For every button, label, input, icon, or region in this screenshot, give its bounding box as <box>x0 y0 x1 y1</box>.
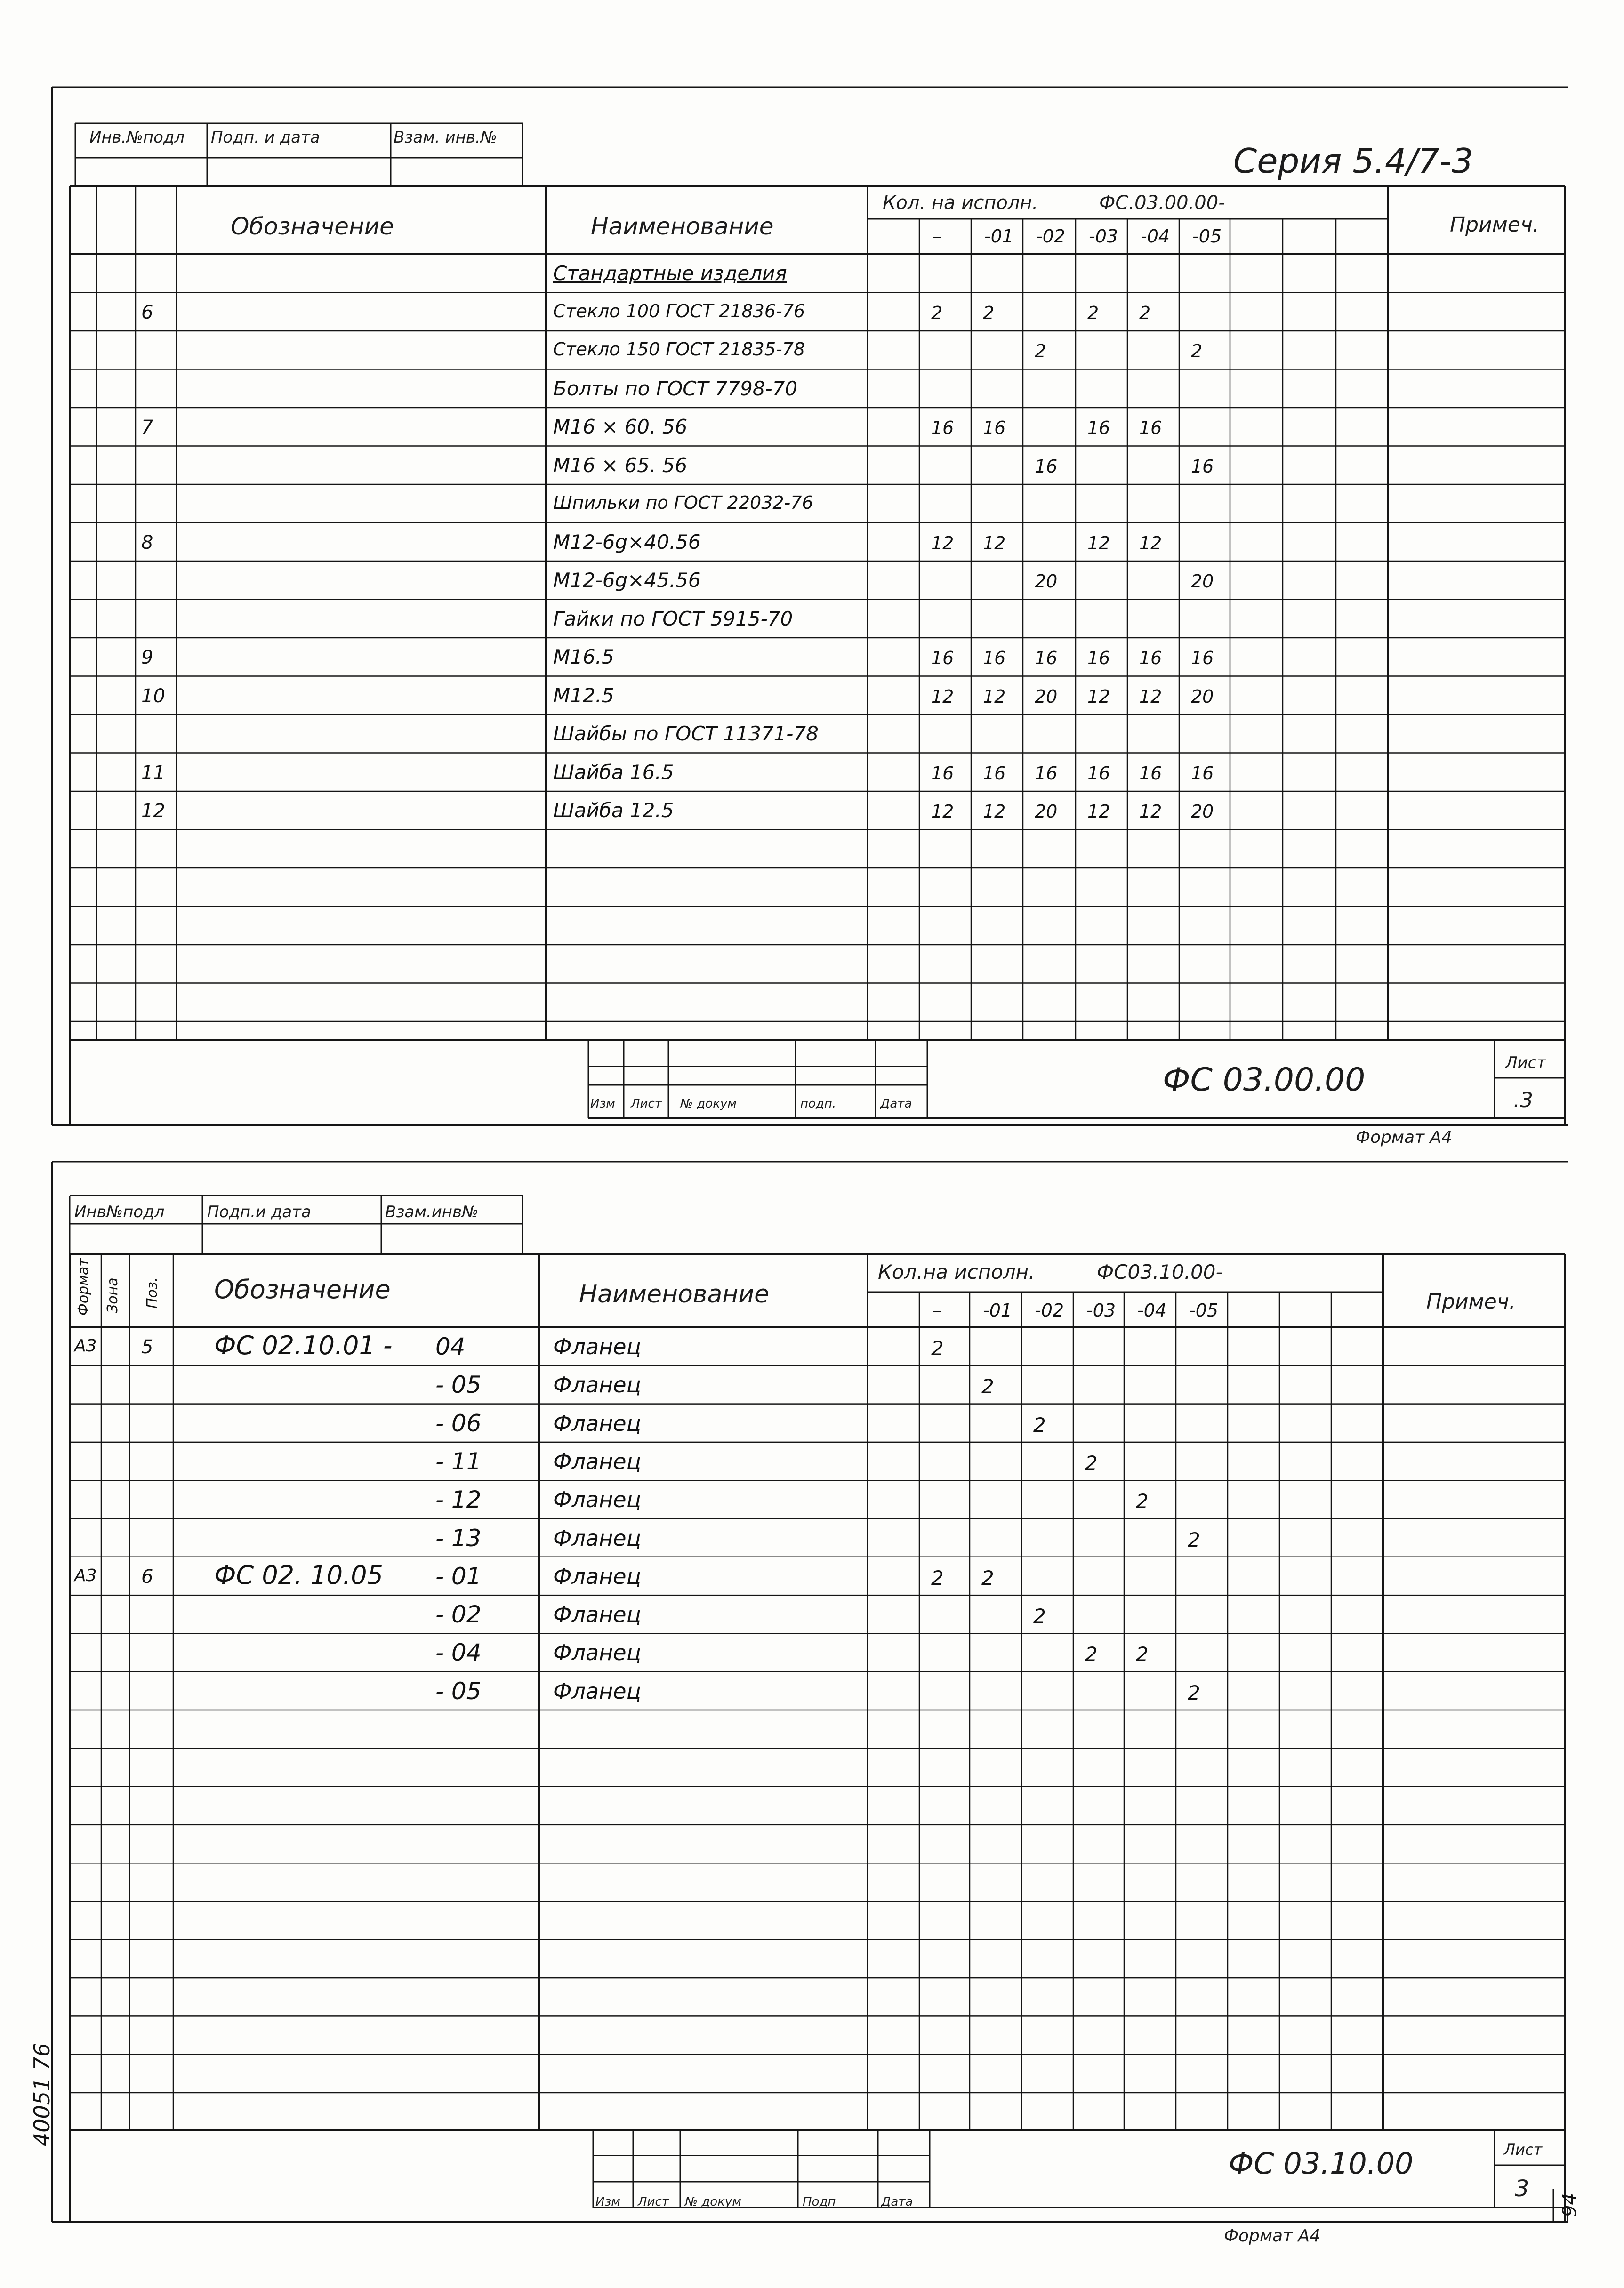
bottom-exec-col-2: -02 <box>1035 1300 1064 1321</box>
top-row-qty: 16 <box>1035 763 1058 784</box>
top-row-pos: 8 <box>141 531 153 554</box>
bottom-header-remarks: Примеч. <box>1426 1290 1516 1314</box>
bottom-row-suffix: - 12 <box>435 1486 482 1514</box>
top-row <box>70 254 1565 293</box>
bottom-header-zone: Зона <box>105 1277 121 1313</box>
top-row-qty: 2 <box>1087 302 1099 323</box>
bottom-row-suffix: - 05 <box>435 1677 482 1705</box>
top-exec-col-5: -05 <box>1192 226 1222 247</box>
top-tb-izm: Изм <box>590 1097 615 1111</box>
top-row-name: Стандартные изделия <box>553 262 787 285</box>
bottom-row-name: Фланец <box>553 1410 641 1436</box>
bottom-row-name: Фланец <box>553 1640 641 1666</box>
top-header-qty-group: Кол. на исполн. <box>883 192 1038 214</box>
bottom-row-name: Фланец <box>553 1448 641 1474</box>
bottom-row <box>70 1442 1565 1480</box>
bottom-tb-sheet-label: Лист <box>1504 2141 1543 2159</box>
top-row-qty: 12 <box>1087 801 1110 822</box>
series-label: Серия 5.4/7-3 <box>1233 141 1473 181</box>
top-row-qty: 12 <box>931 686 954 707</box>
bottom-tb-code: ФС 03.10.00 <box>1229 2146 1414 2181</box>
bottom-exec-col-0: – <box>933 1300 941 1321</box>
top-format: Формат А4 <box>1356 1128 1453 1147</box>
top-tb-list: Лист <box>631 1097 662 1111</box>
bottom-row-name: Фланец <box>553 1372 641 1398</box>
bottom-exec-col-5: -05 <box>1189 1300 1219 1321</box>
top-row <box>70 523 1565 562</box>
bottom-row-suffix: - 04 <box>435 1639 482 1667</box>
bottom-row <box>70 1672 1565 1710</box>
top-row-qty: 12 <box>1087 686 1110 707</box>
bottom-row-name: Фланец <box>553 1602 641 1628</box>
top-stamp-sign-date: Подп. и дата <box>211 128 320 147</box>
bottom-exec-col-4: -04 <box>1137 1300 1167 1321</box>
top-tb-sheet-no: .3 <box>1513 1088 1533 1112</box>
top-row-qty: 2 <box>983 302 995 323</box>
top-row-name: Стекло 150 ГОСТ 21835-78 <box>553 339 805 360</box>
top-row-qty: 12 <box>1087 532 1110 554</box>
top-row-name: Болты по ГОСТ 7798-70 <box>553 377 798 400</box>
top-tb-sheet-label: Лист <box>1505 1053 1546 1072</box>
bottom-row-pos: 5 <box>141 1336 153 1358</box>
bottom-row-qty: 2 <box>1188 1681 1200 1704</box>
bottom-row-suffix: 04 <box>435 1333 466 1360</box>
bottom-row-suffix: - 01 <box>435 1562 482 1590</box>
bottom-row-format: А3 <box>74 1565 97 1585</box>
top-row-qty: 16 <box>1087 417 1110 438</box>
top-row-pos: 7 <box>141 417 153 438</box>
top-exec-col-0: – <box>933 226 941 247</box>
top-row <box>70 331 1565 369</box>
top-tb-doc: № докум <box>680 1097 737 1111</box>
bottom-stamp-inv: Инв№подл <box>74 1203 165 1221</box>
bottom-format: Формат А4 <box>1224 2226 1321 2246</box>
top-row-name: Шайбы по ГОСТ 11371-78 <box>553 722 819 745</box>
bottom-row-qty: 2 <box>1085 1451 1098 1475</box>
top-row-name: М12-6g×40.56 <box>553 530 701 554</box>
top-row-name: Стекло 100 ГОСТ 21836-76 <box>553 300 805 321</box>
bottom-header-qty-group: Кол.на исполн. <box>878 1260 1035 1284</box>
bottom-row-name: Фланец <box>553 1487 641 1513</box>
top-row-pos: 10 <box>141 685 165 707</box>
bottom-row-qty: 2 <box>1033 1413 1046 1437</box>
top-row-qty: 20 <box>1191 801 1214 822</box>
top-row-name: М16 × 65. 56 <box>553 453 688 477</box>
top-header-designation: Обозначение <box>231 213 394 240</box>
top-row-name: Шайба 12.5 <box>553 799 674 822</box>
bottom-row-qty: 2 <box>1085 1643 1098 1666</box>
top-exec-col-3: -03 <box>1089 226 1118 247</box>
bottom-row-pos: 6 <box>141 1565 153 1588</box>
top-row <box>70 293 1565 331</box>
bottom-row <box>70 1557 1565 1595</box>
top-stamp-vzam: Взам. инв.№ <box>394 128 498 147</box>
bottom-row-name: Фланец <box>553 1678 641 1704</box>
top-row <box>70 791 1565 830</box>
top-row-qty: 16 <box>983 648 1006 668</box>
top-stamp-inv: Инв.№подл <box>89 128 185 147</box>
bottom-row-suffix: - 05 <box>435 1371 482 1399</box>
top-row <box>70 753 1565 792</box>
bottom-row-qty: 2 <box>931 1337 944 1360</box>
bottom-header-name: Наименование <box>579 1280 770 1309</box>
bottom-stamp-vzam: Взам.инв№ <box>385 1203 479 1221</box>
top-row-qty: 20 <box>1191 686 1214 707</box>
bottom-row-suffix: - 02 <box>435 1601 482 1629</box>
bottom-row-qty: 2 <box>931 1566 944 1590</box>
top-row-name: Шайба 16.5 <box>553 760 674 784</box>
top-header-name: Наименование <box>591 213 774 240</box>
top-row-qty: 12 <box>983 532 1006 554</box>
bottom-row-qty: 2 <box>1188 1528 1200 1551</box>
top-row-qty: 12 <box>931 532 954 554</box>
bottom-row <box>70 1595 1565 1633</box>
bottom-row-suffix: - 11 <box>435 1447 482 1475</box>
top-exec-col-2: -02 <box>1036 226 1066 247</box>
top-row-qty: 16 <box>931 648 954 668</box>
top-tb-podp: подп. <box>800 1097 836 1111</box>
top-row-qty: 16 <box>1191 648 1214 668</box>
top-row-qty: 20 <box>1035 801 1058 822</box>
top-row-qty: 12 <box>1139 686 1162 707</box>
top-row-qty: 16 <box>1035 648 1058 668</box>
top-row-qty: 12 <box>1139 532 1162 554</box>
top-exec-col-4: -04 <box>1141 226 1170 247</box>
bottom-stamp-sign-date: Подп.и дата <box>207 1203 311 1221</box>
bottom-row-name: Фланец <box>553 1334 641 1359</box>
top-row-pos: 12 <box>141 800 165 822</box>
bottom-row-qty: 2 <box>981 1375 994 1398</box>
top-row-qty: 16 <box>1139 417 1162 438</box>
bottom-row-designation: ФС 02. 10.05 <box>214 1560 383 1590</box>
top-row <box>70 408 1565 446</box>
bottom-row-qty: 2 <box>1033 1605 1046 1628</box>
top-row-name: Гайки по ГОСТ 5915-70 <box>553 607 793 630</box>
top-row <box>70 561 1565 600</box>
top-row-name: Шпильки по ГОСТ 22032-76 <box>553 492 813 513</box>
bottom-header-pos: Поз. <box>144 1277 161 1309</box>
top-row-qty: 20 <box>1191 571 1214 592</box>
top-row-qty: 2 <box>1191 341 1203 361</box>
bottom-row-format: А3 <box>74 1336 97 1356</box>
bottom-row <box>70 1404 1565 1442</box>
top-row-qty: 12 <box>1139 801 1162 822</box>
top-row-qty: 12 <box>983 801 1006 822</box>
top-row-qty: 16 <box>931 417 954 438</box>
bottom-row-designation: ФС 02.10.01 - <box>214 1331 393 1360</box>
top-row-qty: 16 <box>1191 456 1214 477</box>
top-row-qty: 16 <box>1035 456 1058 477</box>
bottom-row-suffix: - 06 <box>435 1409 482 1437</box>
bottom-row-qty: 2 <box>1136 1643 1149 1666</box>
top-row-name: М12-6g×45.56 <box>553 569 701 592</box>
bottom-row-qty: 2 <box>1136 1490 1149 1513</box>
top-row-qty: 16 <box>1087 648 1110 668</box>
top-row-qty: 16 <box>1139 763 1162 784</box>
bottom-tb-date: Дата <box>881 2195 913 2209</box>
bottom-row <box>70 1519 1565 1557</box>
top-row-qty: 16 <box>931 763 954 784</box>
top-row-qty: 12 <box>983 686 1006 707</box>
top-row-qty: 16 <box>1191 763 1214 784</box>
bottom-row <box>70 1365 1565 1404</box>
bottom-header-designation: Обозначение <box>214 1275 391 1304</box>
top-row-qty: 16 <box>1139 648 1162 668</box>
top-tb-date: Дата <box>880 1097 912 1111</box>
bottom-tb-izm: Изм <box>595 2195 620 2209</box>
bottom-header-doc-code: ФС03.10.00- <box>1097 1260 1223 1284</box>
top-row-pos: 9 <box>141 647 153 668</box>
bottom-row <box>70 1480 1565 1518</box>
top-row-qty: 12 <box>931 801 954 822</box>
top-row <box>70 369 1565 408</box>
top-row <box>70 600 1565 638</box>
top-row-name: М16.5 <box>553 645 614 668</box>
top-row <box>70 446 1565 485</box>
bottom-row-name: Фланец <box>553 1563 641 1589</box>
bottom-row <box>70 1633 1565 1671</box>
bottom-tb-sheet-no: 3 <box>1515 2176 1529 2202</box>
top-row-qty: 2 <box>1035 341 1046 361</box>
top-row-pos: 11 <box>141 762 165 784</box>
bottom-row-qty: 2 <box>981 1566 994 1590</box>
top-header-doc-code: ФС.03.00.00- <box>1099 192 1225 214</box>
bottom-exec-col-1: -01 <box>983 1300 1013 1321</box>
top-row-qty: 20 <box>1035 571 1058 592</box>
bottom-row-name: Фланец <box>553 1525 641 1551</box>
bottom-tb-list: Лист <box>638 2195 669 2209</box>
side-stamp: 40051 76 <box>29 2043 55 2146</box>
corner-number: 94 <box>1559 2193 1581 2217</box>
top-row <box>70 638 1565 676</box>
top-row-qty: 16 <box>983 763 1006 784</box>
top-exec-col-1: -01 <box>984 226 1014 247</box>
top-row <box>70 714 1565 753</box>
top-row-qty: 2 <box>931 302 943 323</box>
top-row-qty: 2 <box>1139 302 1151 323</box>
top-row <box>70 676 1565 715</box>
top-row <box>70 484 1565 523</box>
top-tb-code: ФС 03.00.00 <box>1163 1061 1366 1099</box>
bottom-tb-podp: Подп <box>803 2195 836 2209</box>
bottom-row-suffix: - 13 <box>435 1524 482 1552</box>
top-header-remarks: Примеч. <box>1450 213 1539 237</box>
top-row-qty: 20 <box>1035 686 1058 707</box>
bottom-tb-doc: № докум <box>685 2195 741 2209</box>
top-row-qty: 16 <box>1087 763 1110 784</box>
top-row-qty: 16 <box>983 417 1006 438</box>
bottom-header-format: Формат <box>75 1258 92 1316</box>
bottom-row <box>70 1327 1565 1365</box>
bottom-exec-col-3: -03 <box>1086 1300 1116 1321</box>
top-row-pos: 6 <box>141 301 153 323</box>
top-row-name: М16 × 60. 56 <box>553 415 688 438</box>
top-row-name: М12.5 <box>553 683 614 707</box>
